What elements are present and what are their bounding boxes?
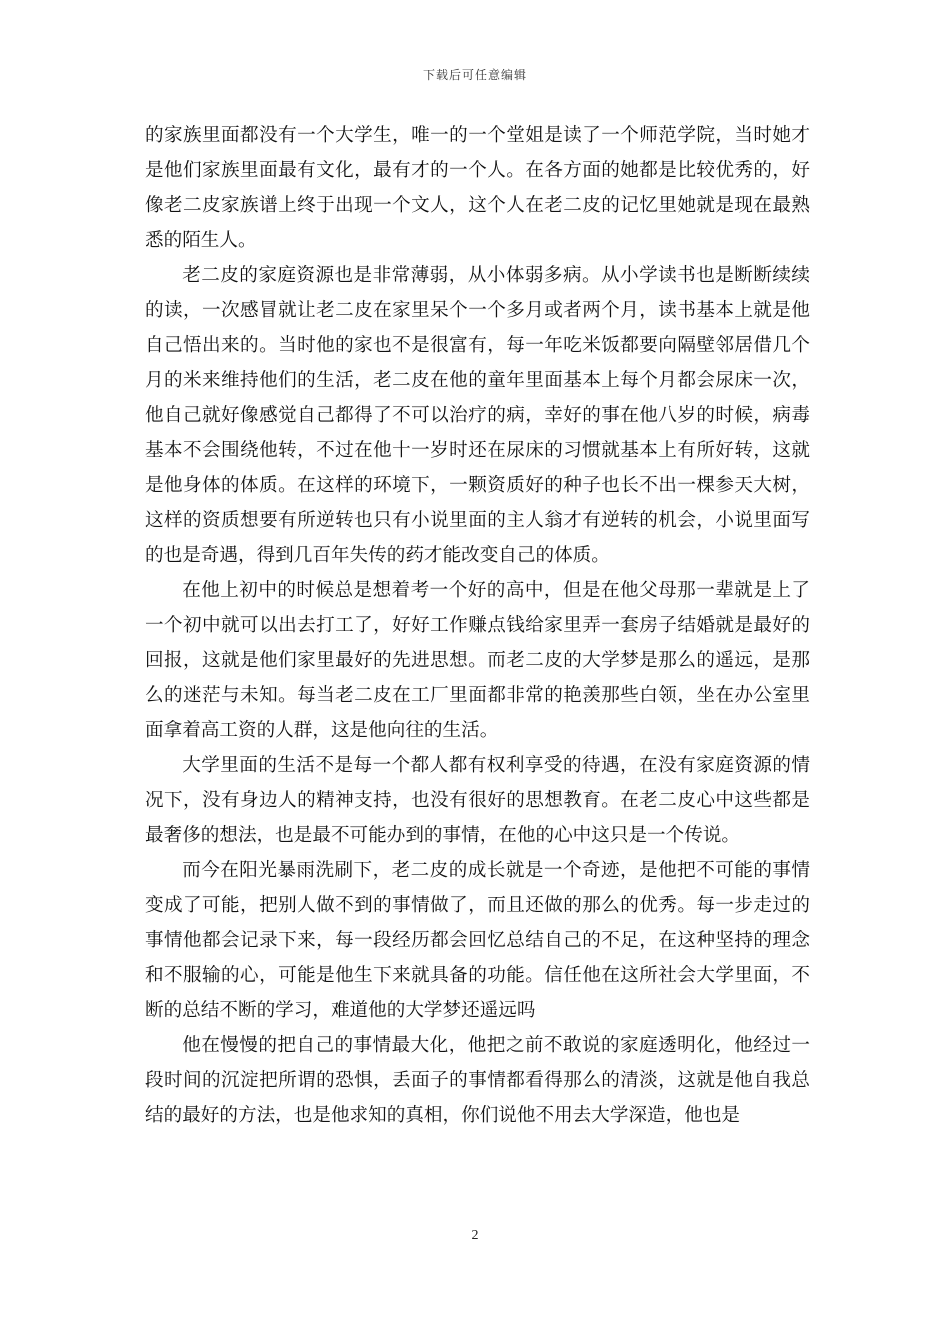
paragraph: 而今在阳光暴雨洗刷下，老二皮的成长就是一个奇迹，是他把不可能的事情变成了可能，把别人做不到的事情做了，而且还做的那么的优秀。每一步走过的事情他都会记录下来，每一段经历都会回忆总结自己的不足，在这种坚持的理念和不服输的心，可能是他生下来就具备的功能。信任他在这所社会大学里面，不断的总结不断的学习，难道他的大学梦还遥远吗 <box>145 860 810 1021</box>
paragraph: 他在慢慢的把自己的事情最大化，他把之前不敢说的家庭透明化，他经过一段时间的沉淀把所谓的恐惧，丢面子的事情都看得那么的清淡，这就是他自我总结的最好的方法，也是他求知的真相，你们说他不用去大学深造，他也是 <box>145 1035 810 1126</box>
paragraph: 的家族里面都没有一个大学生，唯一的一个堂姐是读了一个师范学院，当时她才是他们家族里面最有文化，最有才的一个人。在各方面的她都是比较优秀的，好像老二皮家族谱上终于出现一个文人，这个人在老二皮的记忆里她就是现在最熟悉的陌生人。 <box>145 125 810 251</box>
paragraph: 大学里面的生活不是每一个都人都有权利享受的待遇，在没有家庭资源的情况下，没有身边人的精神支持，也没有很好的思想教育。在老二皮心中这些都是最奢侈的想法，也是最不可能办到的事情，在他的心中这只是一个传说。 <box>145 755 810 846</box>
paragraph: 老二皮的家庭资源也是非常薄弱，从小体弱多病。从小学读书也是断断续续的读，一次感冒就让老二皮在家里呆个一个多月或者两个月，读书基本上就是他自己悟出来的。当时他的家也不是很富有，每一年吃米饭都要向隔壁邻居借几个月的米来维持他们的生活，老二皮在他的童年里面基本上每个月都会尿床一次，他自己就好像感觉自己都得了不可以治疗的病，幸好的事在他八岁的时候，病毒基本不会围绕他转，不过在他十一岁时还在尿床的习惯就基本上有所好转，这就是他身体的体质。在这样的环境下，一颗资质好的种子也长不出一棵参天大树，这样的资质想要有所逆转也只有小说里面的主人翁才有逆转的机会，小说里面写的也是奇遇，得到几百年失传的药才能改变自己的体质。 <box>145 265 810 566</box>
paragraph: 在他上初中的时候总是想着考一个好的高中，但是在他父母那一辈就是上了一个初中就可以出去打工了，好好工作赚点钱给家里弄一套房子结婚就是最好的回报，这就是他们家里最好的先进思想。而老二皮的大学梦是那么的遥远，是那么的迷茫与未知。每当老二皮在工厂里面都非常的艳羡那些白领，坐在办公室里面拿着高工资的人群，这是他向往的生活。 <box>145 580 810 741</box>
page-number: 2 <box>471 1228 479 1243</box>
body-text <box>145 118 810 1133</box>
page-header: 下载后可任意编辑 <box>422 68 527 82</box>
